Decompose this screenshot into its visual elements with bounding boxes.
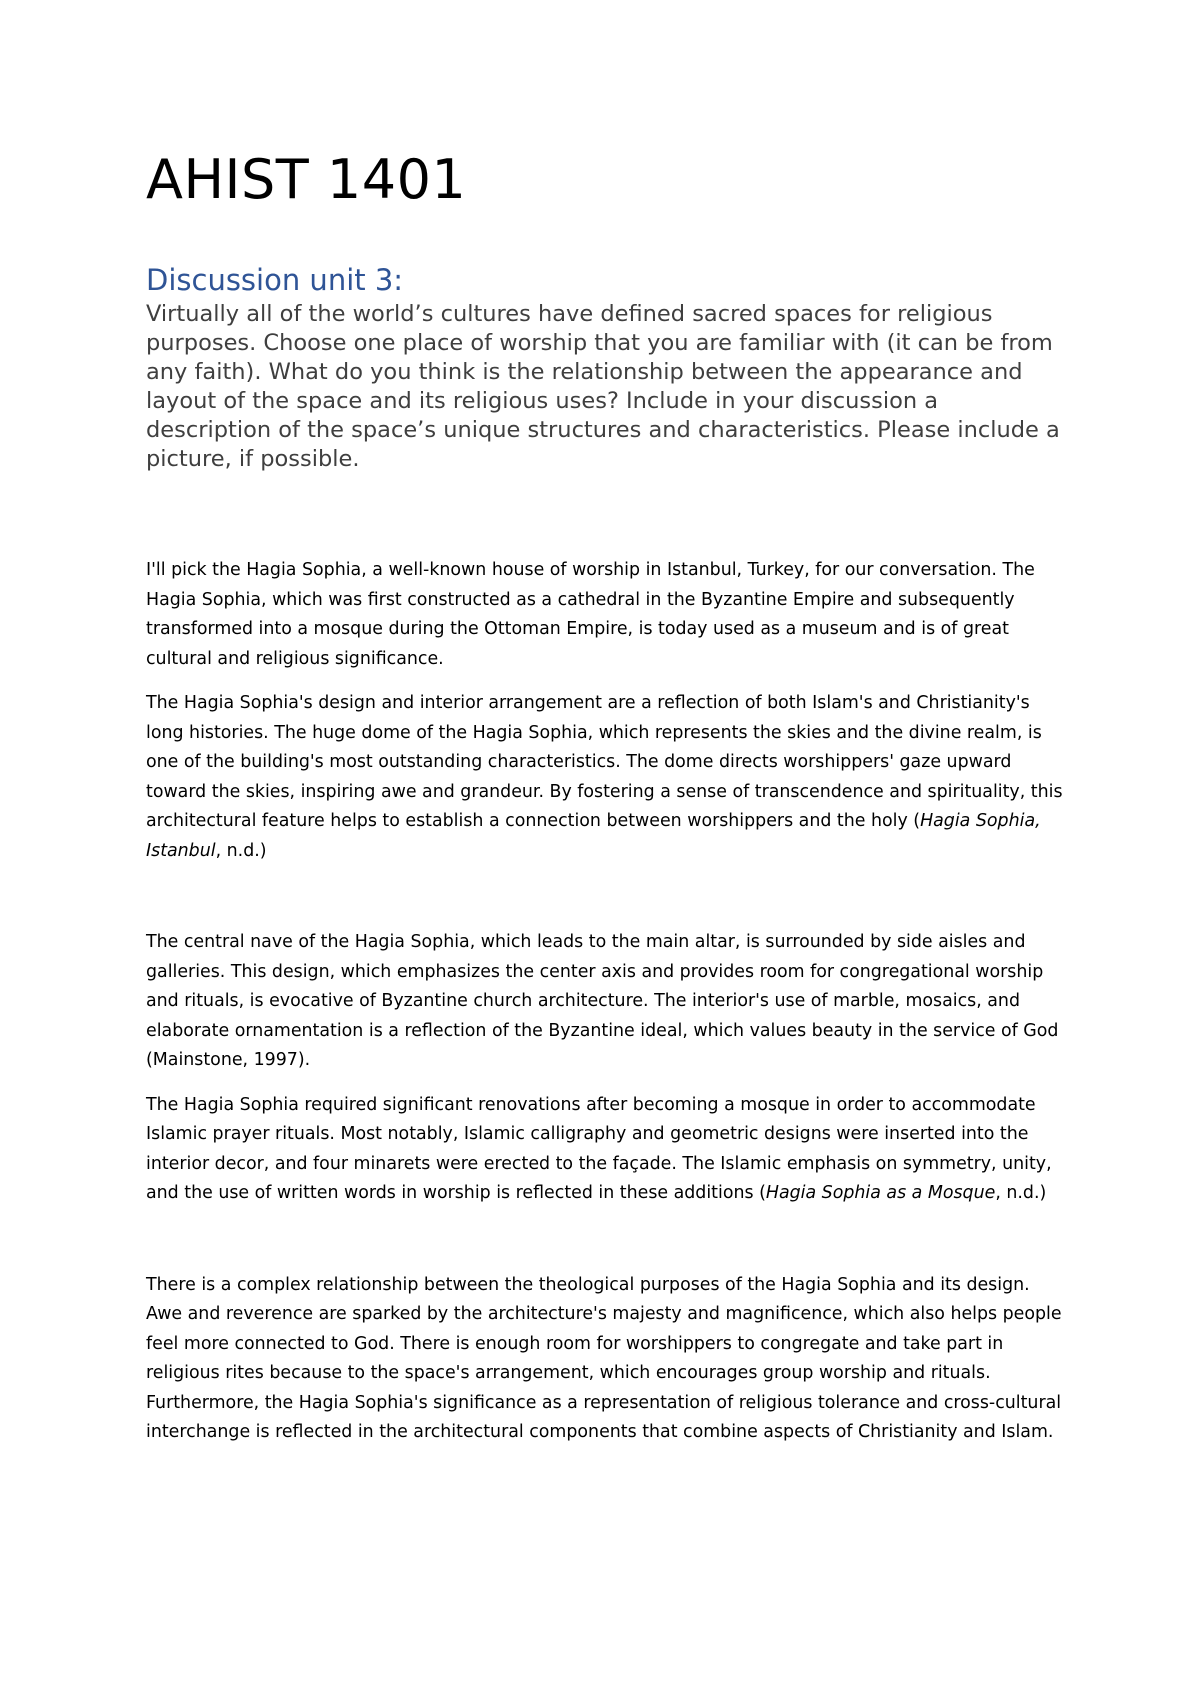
section-heading: Discussion unit 3: [146,263,404,297]
paragraph-dome [146,689,1066,866]
paragraph-nave: The central nave of the Hagia Sophia, which leads to the main altar, is surrounded by side aisles and galleries. This design, which emphasizes the center axis and provides room for congregational worship and rituals, is evocative of Byzantine church architecture. The interior's use of marble, mosaics, and elaborate ornamentation is a reflection of the Byzantine ideal, which values beauty in the service of God (Mainstone, 1997). [146,932,1059,1070]
citation-tail-istanbul: , n.d.) [215,840,267,861]
citation-title-istanbul: Hagia Sophia, Istanbul [146,811,1041,861]
paragraph-mosque [146,1091,1066,1209]
discussion-prompt: Virtually all of the world’s cultures have defined sacred spaces for religious purposes. Choose one place of worship that you are familiar with (it can be from any faith). What do you think is the relationship between the appearance and layout of the space and its religious uses? Include in your discussion a description of the space’s unique structures and characteristics. Please include a picture, if possible. [146,301,1060,472]
paragraph-intro: I'll pick the Hagia Sophia, a well-known house of worship in Istanbul, Turkey, for our conversation. The Hagia Sophia, which was first constructed as a cathedral in the Byzantine Empire and subsequently transformed into a mosque during the Ottoman Empire, is today used as a museum and is of great cultural and religious significance. [146,560,1035,669]
document-content [146,148,1066,1448]
document-title: AHIST 1401 [146,148,467,211]
citation-tail-mosque: , n.d.) [995,1183,1047,1203]
citation-title-mosque: Hagia Sophia as a Mosque [765,1183,996,1203]
paragraph-dome-text: The Hagia Sophia's design and interior arrangement are a reflection of both Islam's and Christianity's long histories. The huge dome of the Hagia Sophia, which represents the skies and the divine realm, is one of the building's most outstanding characteristics. The dome directs worshippers' gaze upward toward the skies, inspiring awe and grandeur. By fostering a sense of transcendence and spirituality, this architectural feature helps to establish a connection between worshippers and the holy ( [146,693,1063,831]
paragraph-mosque-text: The Hagia Sophia required significant renovations after becoming a mosque in order to accommodate Islamic prayer rituals. Most notably, Islamic calligraphy and geometric designs were inserted into the interior decor, and four minarets were erected to the façade. The Islamic emphasis on symmetry, unity, and the use of written words in worship is reflected in these additions ( [146,1094,1052,1203]
paragraph-conclusion: There is a complex relationship between the theological purposes of the Hagia Sophia and its design. Awe and reverence are sparked by the architecture's majesty and magnificence, which also helps people feel more connected to God. There is enough room for worshippers to congregate and take part in religious rites because to the space's arrangement, which encourages group worship and rituals. Furthermore, the Hagia Sophia's significance as a representation of religious tolerance and cross-cultural interchange is reflected in the architectural components that combine aspects of Christianity and Islam. [146,1274,1062,1442]
